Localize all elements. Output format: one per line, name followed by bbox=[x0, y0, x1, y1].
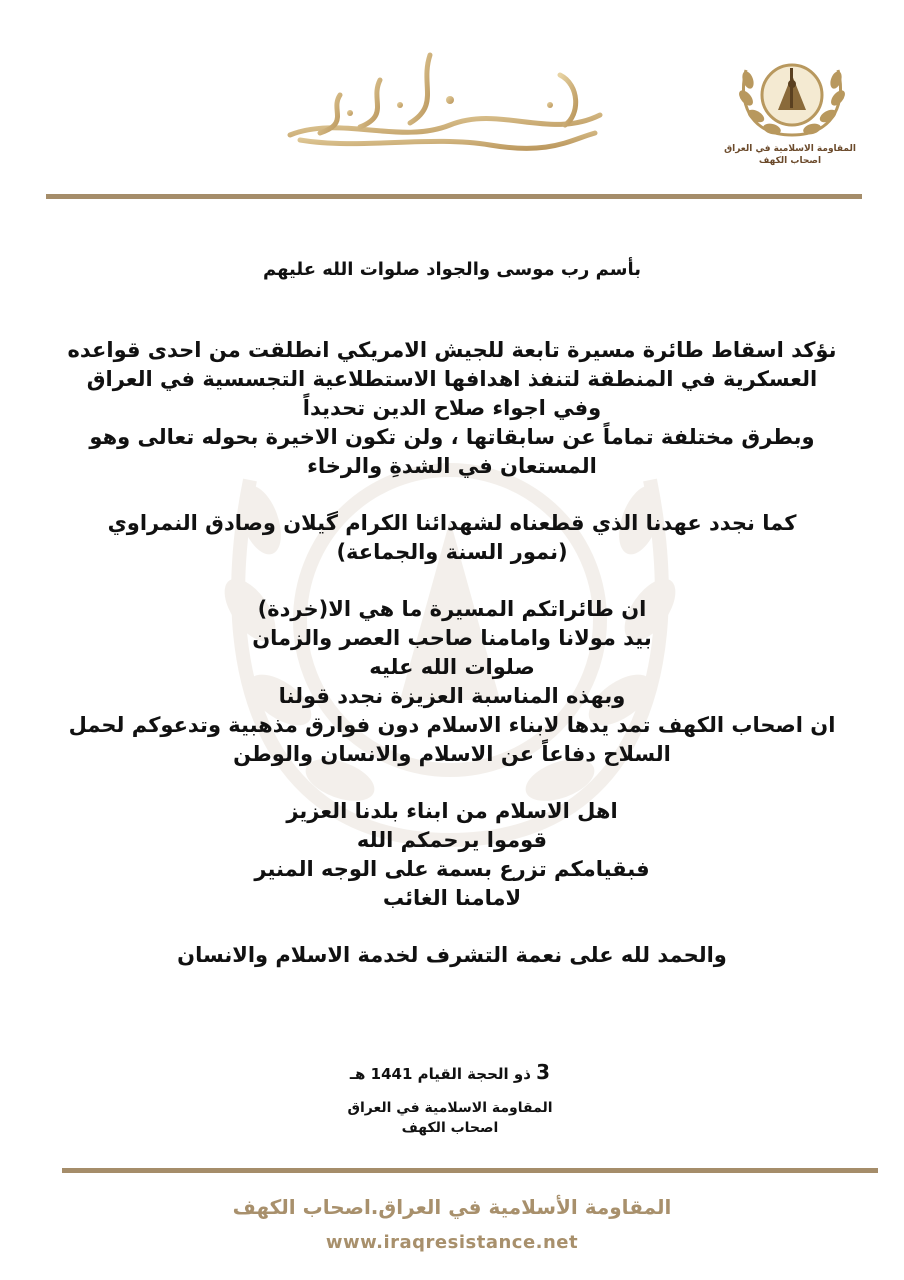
paragraph-line: ان طائراتكم المسيرة ما هي الا(خردة) bbox=[257, 597, 647, 621]
paragraph-line: قوموا يرحمكم الله bbox=[356, 828, 548, 852]
paragraph-4 bbox=[40, 797, 864, 913]
paragraph-line: المستعان في الشدةِ والرخاء bbox=[307, 454, 597, 478]
emblem-caption bbox=[720, 143, 860, 167]
emblem-caption-line1: المقاومة الاسلامية في العراق bbox=[724, 144, 856, 154]
signature-line1: المقاومة الاسلامية في العراق bbox=[347, 1100, 553, 1116]
paragraph-line: السلاح دفاعاً عن الاسلام والانسان والوطن bbox=[233, 742, 671, 766]
date-line bbox=[300, 1060, 600, 1084]
paragraph-line: العسكرية في المنطقة لتنفذ اهدافها الاستطلاعية التجسسية في العراق bbox=[86, 367, 818, 391]
paragraph-line: بيد مولانا وامامنا صاحب العصر والزمان bbox=[252, 626, 652, 650]
paragraph-3 bbox=[40, 595, 864, 769]
date-signature-block bbox=[300, 1060, 600, 1138]
letterhead bbox=[0, 0, 904, 200]
signature bbox=[300, 1098, 600, 1138]
paragraph-line: وبهذه المناسبة العزيزة نجدد قولنا bbox=[278, 684, 626, 708]
paragraph-2 bbox=[40, 509, 864, 567]
statement-body bbox=[40, 255, 864, 998]
paragraph-5 bbox=[40, 941, 864, 970]
paragraph-line: (نمور السنة والجماعة) bbox=[336, 540, 568, 564]
paragraph-line: والحمد لله على نعمة التشرف لخدمة الاسلام والانسان bbox=[177, 943, 727, 967]
signature-line2: اصحاب الكهف bbox=[401, 1120, 499, 1136]
paragraph-line: لامامنا الغائب bbox=[382, 886, 522, 910]
paragraph-line: ان اصحاب الكهف تمد يدها لابناء الاسلام دون فوارق مذهبية وتدعوكم لحمل bbox=[68, 713, 836, 737]
paragraph-line: اهل الاسلام من ابناء بلدنا العزيز bbox=[286, 799, 618, 823]
bottom-divider bbox=[62, 1168, 878, 1173]
date-text: ذو الحجة القيام 1441 هـ bbox=[349, 1065, 531, 1083]
paragraph-line: فبقيامكم تزرع بسمة على الوجه المنير bbox=[254, 857, 650, 881]
paragraph-1 bbox=[40, 336, 864, 481]
footer-title: المقاومة الأسلامية في العراق.اصحاب الكهف bbox=[232, 1195, 672, 1219]
paragraph-line: وفي اجواء صلاح الدين تحديداً bbox=[302, 396, 602, 420]
salutation: بأسم رب موسى والجواد صلوات الله عليهم bbox=[263, 259, 641, 280]
paragraph-line: صلوات الله عليه bbox=[369, 655, 535, 679]
paragraph-line: وبطرق مختلفة تماماً عن سابقاتها ، ولن تكون الاخيرة بحوله تعالى وهو bbox=[89, 425, 815, 449]
paragraph-line: كما نجدد عهدنا الذي قطعناه لشهدائنا الكرام گيلان وصادق النمراوي bbox=[107, 511, 797, 535]
top-divider bbox=[46, 194, 862, 199]
basmala-calligraphy bbox=[280, 45, 610, 155]
emblem-caption-line2: اصحاب الكهف bbox=[758, 156, 822, 166]
date-day: 3 bbox=[536, 1060, 551, 1084]
paragraph-line: نؤكد اسقاط طائرة مسيرة تابعة للجيش الامريكي انطلقت من احدى قواعده bbox=[67, 338, 837, 362]
footer-url[interactable]: www.iraqresistance.net bbox=[325, 1232, 579, 1253]
